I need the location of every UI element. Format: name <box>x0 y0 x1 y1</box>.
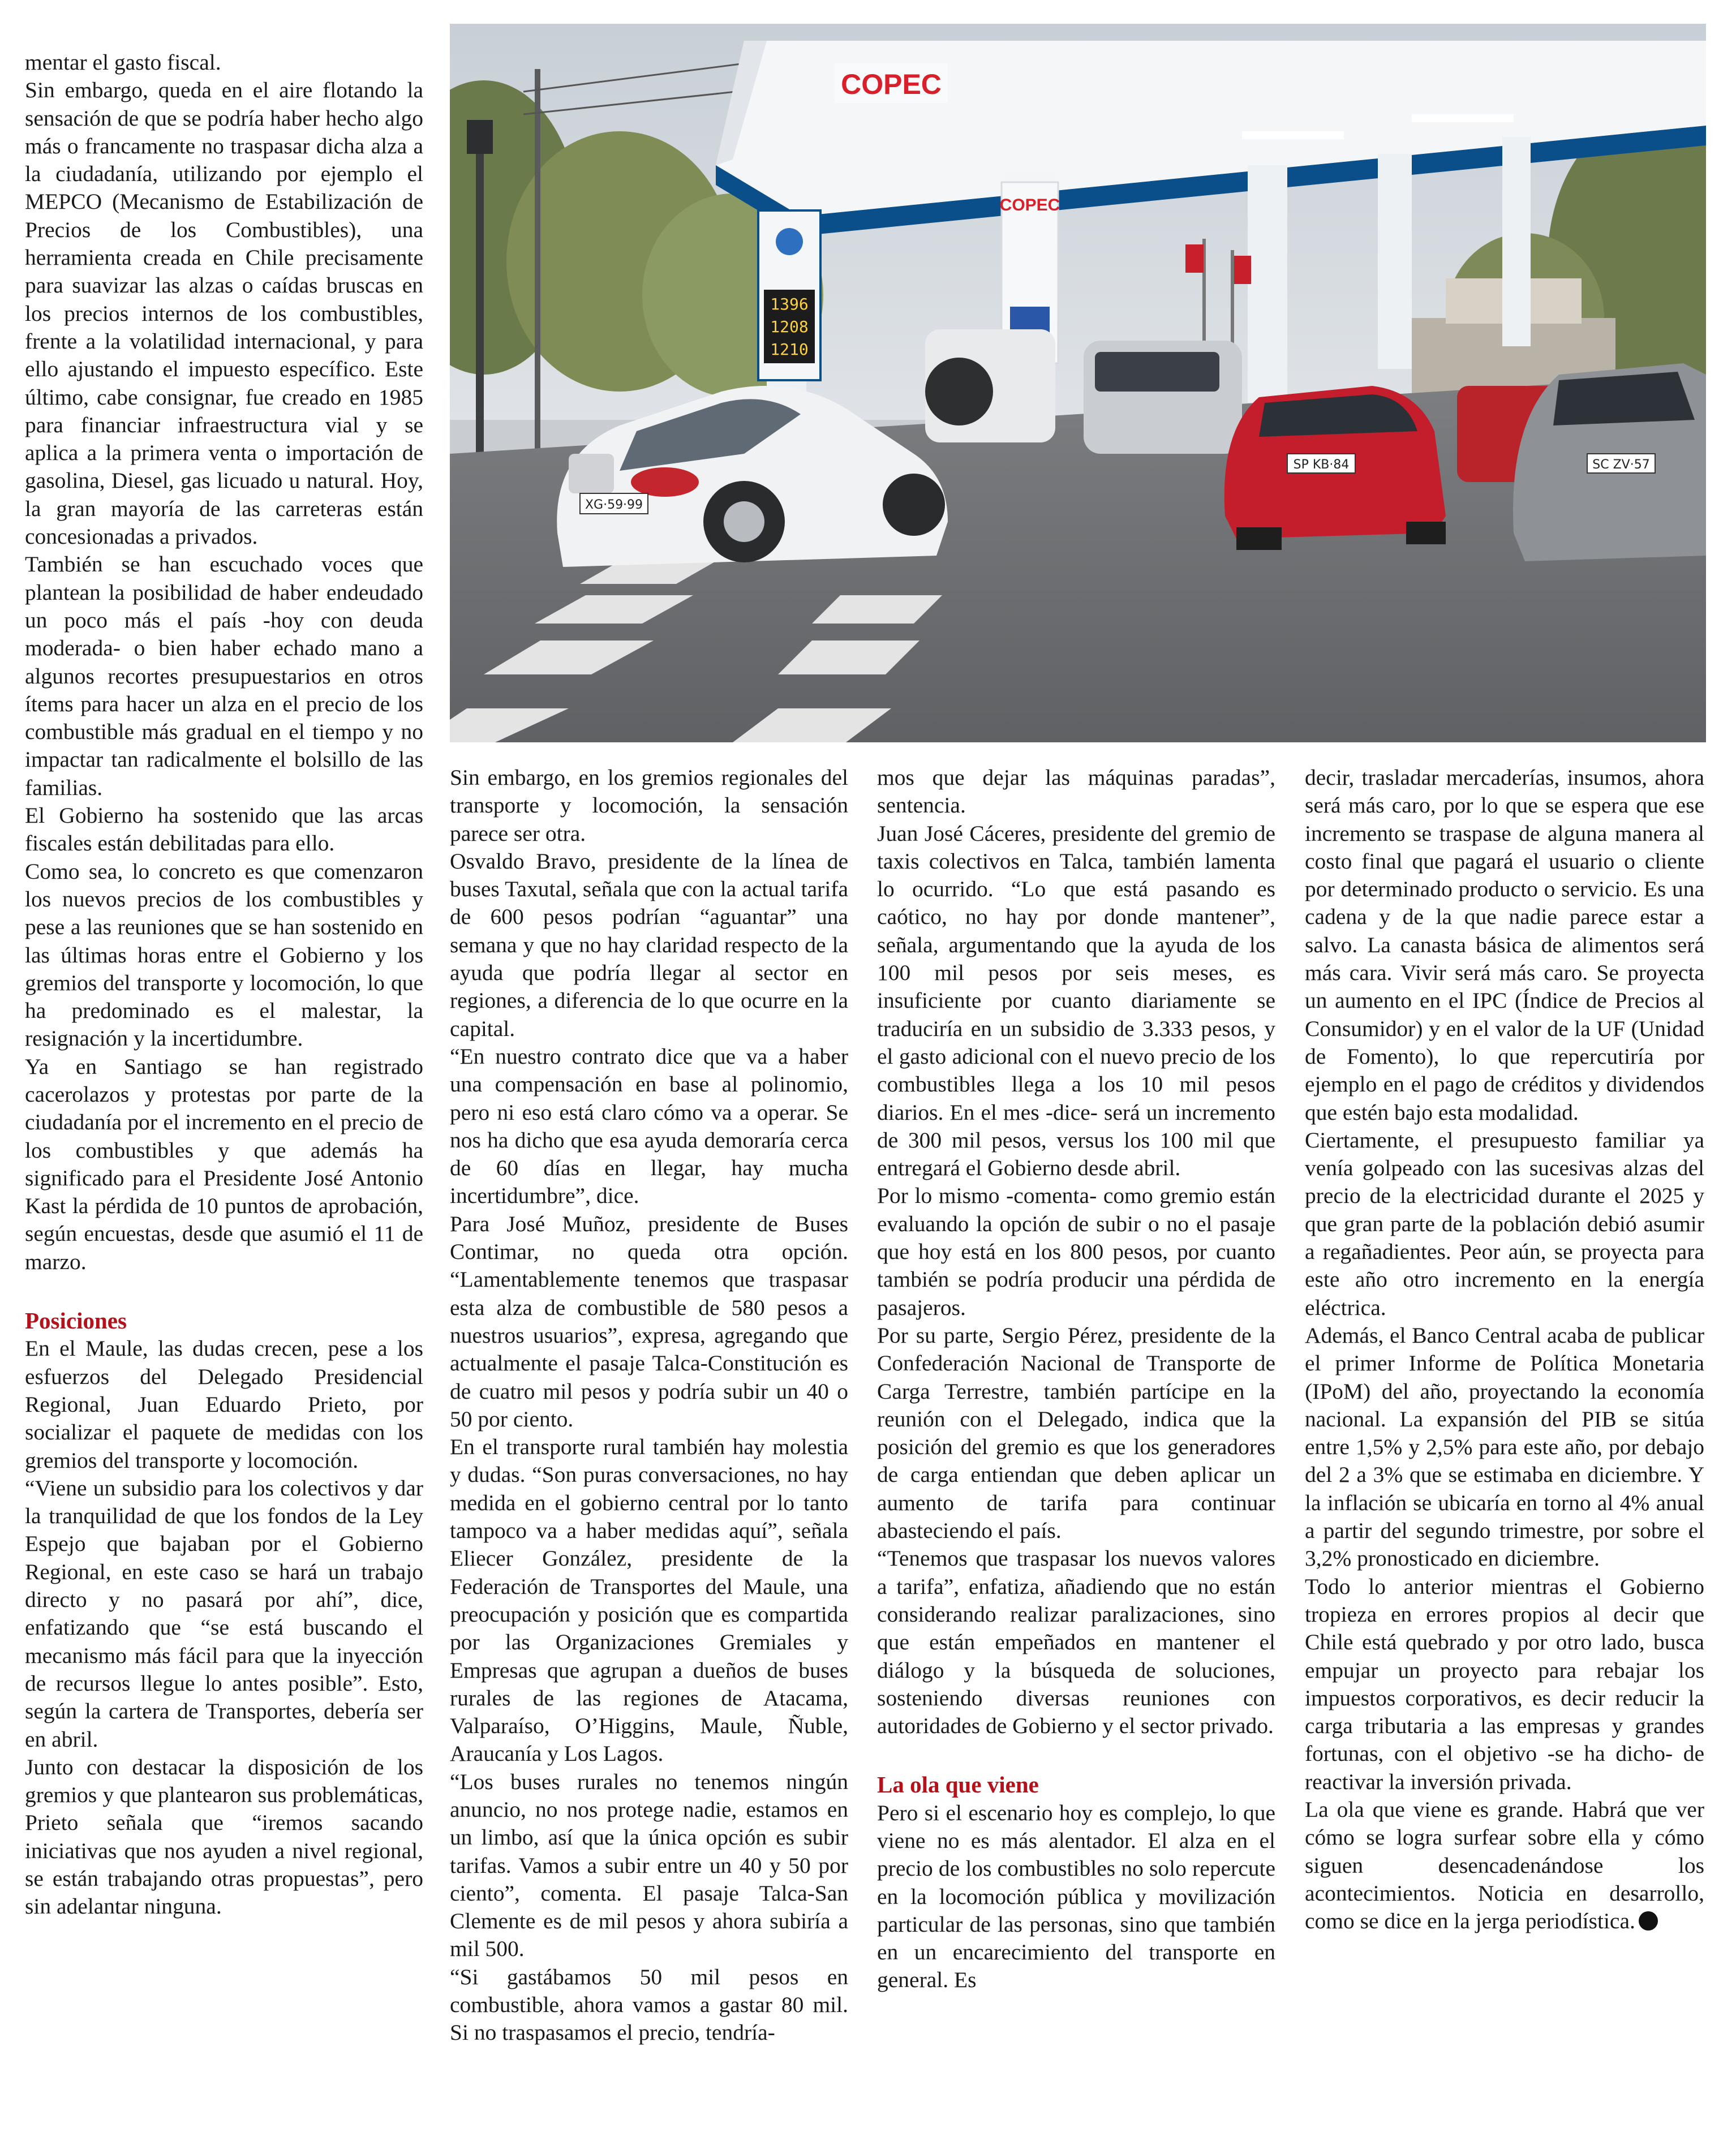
col3-paragraph: Juan José Cáceres, presidente del gremio de taxis colectivos en Talca, también lamenta lo ocurrido. “Lo que está pasando es caótico, no hay por donde mantener”, señala, argumentando que la ayuda de los 100 mil pesos por seis meses, es insuficiente por cuanto diariamente se traduciría en un subsidio de 3.333 pesos, y el gasto adicional con el nuevo precio de los combustibles llega a los 10 mil pesos diarios. En el mes -dice- será un incremento de 300 mil pesos, versus los 100 mil que entregará el Gobierno desde abril. <box>877 820 1275 1181</box>
col3-paragraph: “Tenemos que traspasar los nuevos valores a tarifa”, enfatiza, añadiendo que no están considerando realizar paralizaciones, sino que están empeñados en mantener el diálogo y la búsqueda de soluciones, sosteniendo diversas reuniones con autoridades de Gobierno y el sector privado. <box>877 1546 1275 1739</box>
col1-paragraph: El Gobierno ha sostenido que las arcas fiscales están debilitadas para ello. <box>25 803 423 856</box>
canopy-brand-sign: COPEC <box>841 68 942 100</box>
col2-paragraph: Osvaldo Bravo, presidente de la línea de buses Taxutal, señala que con la actual tarifa de 600 pesos podrían “aguantar” una semana y que no hay claridad respecto de la ayuda que podría llegar al sector en regiones, a diferencia de lo que ocurre en la capital. <box>450 848 848 1041</box>
price-display-3: 1210 <box>770 340 809 359</box>
col1-paragraph: Sin embargo, queda en el aire flotando la sensación de que se podría haber hecho algo más o francamente no traspasar dicha alza a la ciudadanía, utilizando por ejemplo el MEPCO (Mecanismo de Estabilización de Precios de los Combustibles), una herramienta creada en Chile precisamente para suavizar las alzas o caídas bruscas en los precios internos de los combustibles, frente a la volatilidad internacional, y para ello ajustando el impuesto específico. Este último, cabe consignar, fue creado en 1985 para financiar infraestructura vial y se aplica a la primera venta o importación de gasolina, Diesel, gas licuado u natural. Hoy, la gran mayoría de las carreteras están concesionadas a privados. <box>25 78 423 549</box>
col3-paragraph: Por su parte, Sergio Pérez, presidente de la Confederación Nacional de Transporte de Carga Terrestre, también partícipe en la reunión con el Delegado, indica que la posición del gremio es que los generadores de carga entiendan que deben aplicar un aumento de tarifa para continuar abasteciendo el país. <box>877 1322 1275 1544</box>
gas-station-photo <box>450 24 1706 742</box>
col1-paragraph: También se han escuchado voces que plantean la posibilidad de haber endeudado un poco más el país -hoy con deuda moderada- o bien haber echado mano a algunos recortes presupuestarios en otros ítems para hacer un alza en el precio de los combustible más gradual en el tiempo y no impactar tan radicalmente el bolsillo de las familias. <box>25 552 423 800</box>
plate-suv: SC ZV·57 <box>1592 458 1650 472</box>
col4-paragraph: Además, el Banco Central acaba de publicar el primer Informe de Política Monetaria (IPoM) del año, proyectando la economía nacional. La expansión del PIB se sitúa entre 1,5% y 2,5% para este año, por debajo del 2 a 3% que se estimaba en diciembre. Y la inflación se ubicaría en torno al 4% anual a partir del segundo trimestre, por sobre el 3,2% pronosticado en diciembre. <box>1305 1322 1704 1571</box>
col1-paragraph: “Viene un subsidio para los colectivos y dar la tranquilidad de que los fondos de la Ley Espejo que bajaban por el Gobierno Regional, en este caso se hará un trabajo directo y no pasará por ahí”, dice, enfatizando que “se está buscando el mecanismo más fácil para que la inyección de recursos llegue lo antes posible”. Esto, según la cartera de Transportes, debería ser en abril. <box>25 1475 423 1752</box>
pump-brand-sign: COPEC <box>999 196 1060 214</box>
col2-paragraph: “Si gastábamos 50 mil pesos en combustible, ahora vamos a gastar 80 mil. Si no traspasamos el precio, tendría- <box>450 1964 848 2045</box>
col1-paragraph: mentar el gasto fiscal. <box>25 50 221 75</box>
col2-paragraph: En el transporte rural también hay molestia y dudas. “Son puras conversaciones, no hay medida en el gobierno central por lo tanto tampoco va a haber medidas aquí”, señala Eliecer González, presidente de la Federación de Transportes del Maule, una preocupación y posición que es compartida por las Organizaciones Gremiales y Empresas que agrupan a dueños de buses rurales de las regiones de Atacama, Valparaíso, O’Higgins, Maule, Ñuble, Araucanía y Los Lagos. <box>450 1434 848 1766</box>
col3-paragraph: Pero si el escenario hoy es complejo, lo que viene no es más alentador. El alza en el precio de los combustibles no solo repercute en la locomoción pública y movilización particular de las personas, sino que también en un encarecimiento del transporte en general. Es <box>877 1800 1275 1993</box>
closing-text: La ola que viene es grande. Habrá que ver cómo se logra surfear sobre ella y cómo siguen desencadenándose los acontecimientos. Noticia en desarrollo, como se dice en la jerga periodística. <box>1305 1796 1704 1934</box>
col1-paragraph: Junto con destacar la disposición de los gremios y que plantearon sus problemáticas, Prieto señala que “iremos sacando iniciativas que nos ayuden a nivel regional, se están trabajando otras propuestas”, pero sin adelantar ninguna. <box>25 1754 423 1919</box>
col2-paragraph: “En nuestro contrato dice que va a haber una compensación en base al polinomio, pero ni eso está claro cómo va a operar. Se nos ha dicho que esa ayuda demoraría cerca de 60 días en llegar, hay mucha incertidumbre”, dice. <box>450 1043 848 1209</box>
column-4 <box>1305 764 1704 1935</box>
col4-paragraph: Todo lo anterior mientras el Gobierno tropieza en errores propios al decir que Chile está quebrado y por otro lado, busca empujar un proyecto para rebajar los impuestos corporativos, es decir reducir la carga tributaria a las empresas y grandes fortunas, con el objetivo -se ha dicho- de reactivar la inversión privada. <box>1305 1573 1704 1794</box>
plate-red-car: SP KB·84 <box>1293 458 1350 472</box>
col3-paragraph: Por lo mismo -comenta- como gremio están evaluando la opción de subir o no el pasaje que hoy está en los 800 pesos, por cuanto también se podría producir una pérdida de pasajeros. <box>877 1183 1275 1320</box>
col1-paragraph: Como sea, lo concreto es que comenzaron los nuevos precios de los combustibles y pese a las reuniones que se han sostenido en las últimas horas entre el Gobierno y los gremios del transporte y locomoción, lo que ha predominado es el malestar, la resignación y la incertidumbre. <box>25 858 423 1051</box>
price-display-2: 1208 <box>770 317 809 336</box>
section-heading-posiciones: Posiciones <box>25 1308 127 1334</box>
col4-paragraph: Ciertamente, el presupuesto familiar ya venía golpeado con las sucesivas alzas del precio de la electricidad durante el 2025 y que gran parte de la población debió asumir a regañadientes. Peor aún, se proyecta para este año otro incremento en la energía eléctrica. <box>1305 1127 1704 1320</box>
plate-white-car: XG·59·99 <box>585 498 643 512</box>
end-of-article-mark-icon <box>1639 1911 1658 1931</box>
section-heading-la-ola-que-viene: La ola que viene <box>877 1772 1039 1798</box>
col1-paragraph: Ya en Santiago se han registrado cacerolazos y protestas por parte de la ciudadanía por el incremento en el precio de los combustibles y que además ha significado para el Presidente José Antonio Kast la pérdida de 10 puntos de aprobación, según encuestas, desde que asumió el 11 de marzo. <box>25 1054 423 1274</box>
col4-paragraph-final <box>1305 1796 1704 1935</box>
col2-paragraph: Para José Muñoz, presidente de Buses Contimar, no queda otra opción. “Lamentablemente tenemos que traspasar esta alza de combustible de 580 pesos a nuestros usuarios”, expresa, agregando que actualmente el pasaje Talca-Constitución es de cuatro mil pesos y podría subir un 40 o 50 por ciento. <box>450 1211 848 1431</box>
col4-paragraph: decir, trasladar mercaderías, insumos, ahora será más caro, por lo que se espera que ese incremento se traspase de alguna manera al costo final que pagará el usuario o cliente por determinado producto o servicio. Es una cadena y de la que nadie parece estar a salvo. La canasta básica de alimentos será más cara. Vivir será más caro. Se proyecta un aumento en el IPC (Índice de Precios al Consumidor) y en el valor de la UF (Unidad de Fomento), lo que repercutiría por ejemplo en el pago de créditos y dividendos que estén bajo esta modalidad. <box>1305 765 1704 1125</box>
column-2 <box>450 764 848 2047</box>
col2-paragraph: “Los buses rurales no tenemos ningún anuncio, no nos protege nadie, estamos en un limbo, así que la única opción es subir tarifas. Vamos a subir entre un 40 y 50 por ciento”, comenta. El pasaje Talca-San Clemente es de mil pesos y ahora subiría a mil 500. <box>450 1769 848 1962</box>
column-3 <box>877 764 1275 1994</box>
col2-paragraph: Sin embargo, en los gremios regionales del transporte y locomoción, la sensación parece ser otra. <box>450 765 848 846</box>
price-display-1: 1396 <box>770 295 809 313</box>
column-1 <box>25 49 423 1921</box>
col3-paragraph: mos que dejar las máquinas paradas”, sentencia. <box>877 765 1275 818</box>
col1-paragraph: En el Maule, las dudas crecen, pese a los esfuerzos del Delegado Presidencial Regional, Juan Eduardo Prieto, por socializar el paquete de medidas con los gremios del transporte y locomoción. <box>25 1336 423 1473</box>
